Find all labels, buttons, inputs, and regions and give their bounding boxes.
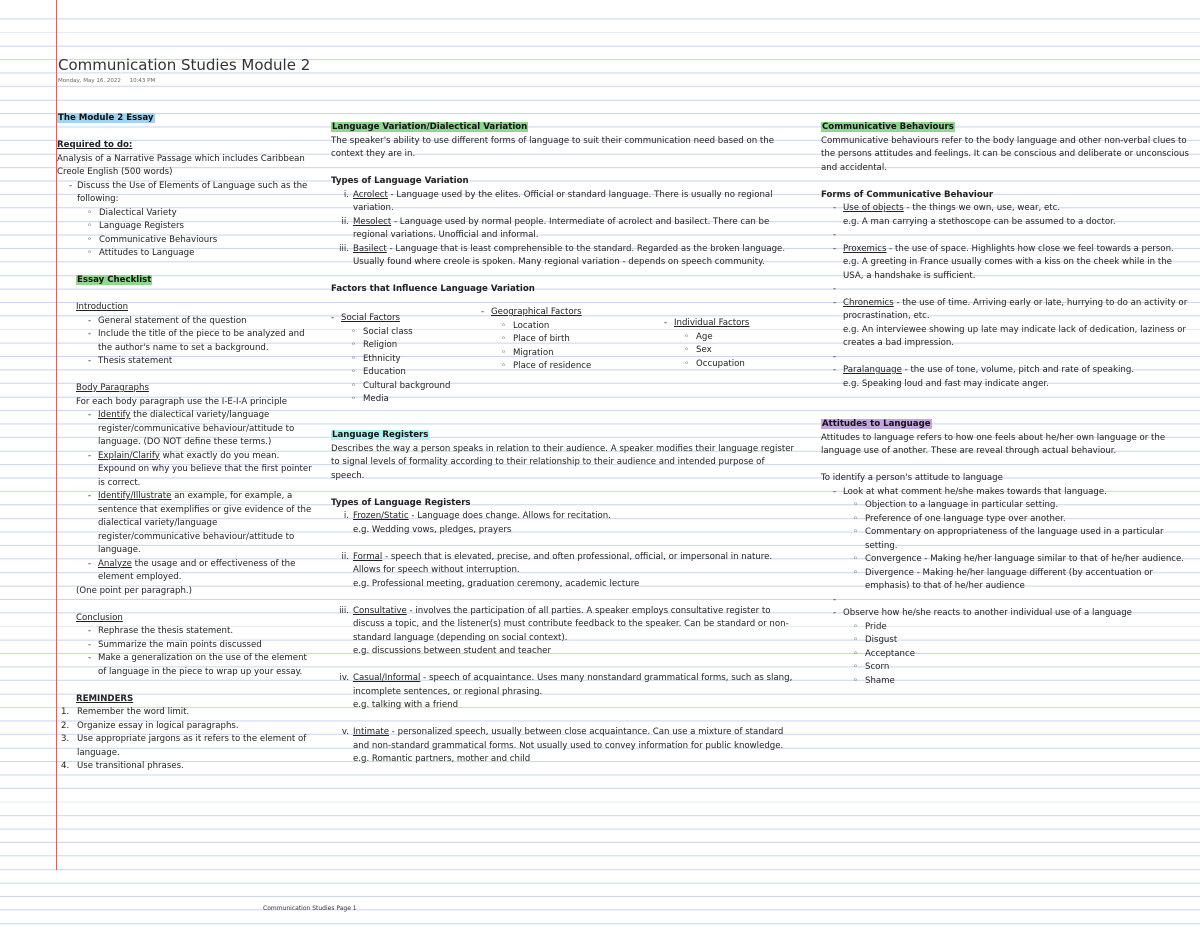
variation-types-heading: Types of Language Variation <box>331 176 469 186</box>
list-item: ◦ Religion <box>341 339 481 353</box>
list-item: 2. Organize essay in logical paragraphs. <box>61 720 239 731</box>
attitudes-title: Attitudes to Language <box>822 419 931 429</box>
list-item: i. Frozen/Static - Language does change. Allows for recitation. e.g. Wedding vows, pledges, prayers <box>343 511 611 535</box>
list-item: ◦ Occupation <box>674 358 804 372</box>
intro-heading: Introduction <box>76 302 129 312</box>
list-item: iii. Basilect - Language that is least comprehensible to the standard. Regarded as the broken language. Usually found where creole is spoken. Many regional variation - depends on speech community. <box>339 243 786 267</box>
factors-grid <box>331 307 796 410</box>
list-item: ◦ Dialectical Variety <box>77 207 312 221</box>
list-item: ◦ Location <box>491 320 661 334</box>
list-item: - General statement of the question <box>76 315 312 329</box>
checklist-title: Essay Checklist <box>77 275 152 285</box>
variation-title: Language Variation/Dialectical Variation <box>332 122 528 132</box>
body-intro: For each body paragraph use the I-E-I-A principle <box>76 396 288 407</box>
list-item: - Proxemics - the use of space. Highlights how close we feel towards a person. e.g. A greeting in France usually comes with a kiss on the cheek while in the USA, a handshake is sufficient. <box>821 243 1193 284</box>
list-item: ◦ Ethnicity <box>341 353 481 367</box>
list-item: ◦ Commentary on appropriateness of the language used in a particular setting. <box>843 526 1193 553</box>
list-item: ii. Formal - speech that is elevated, precise, and often professional, official, or impersonal in nature. Allows for speech without interruption. e.g. Professional meeting, graduation ceremony, academic lecture <box>341 551 773 589</box>
list-item: ◦ Divergence - Making he/her language different (by accentuation or emphasis) to that of he/her audience <box>843 567 1193 594</box>
list-item: ◦ Disgust <box>843 634 1193 648</box>
page-datetime <box>58 78 155 84</box>
list-item: iii. Consultative - involves the participation of all parties. A speaker employs consultative register to discuss a topic, and the listener(s) must contribute feedback to the speaker. Can be standard or non-standard language (depending on social context). e.g. discussions between student and teacher <box>339 605 789 656</box>
comm-def: Communicative behaviours refer to the body language and other non-verbal clues to the persons attitudes and feelings. It can be conscious and deliberate or unconscious and accidental. <box>821 135 1189 173</box>
list-item: - Paralanguage - the use of tone, volume, pitch and rate of speaking. e.g. Speaking loud and fast may indicate anger. <box>821 364 1193 391</box>
list-item: - Analyze the usage and or effectiveness of the element employed. <box>76 558 312 585</box>
list-item: ◦ Preference of one language type over another. <box>843 513 1193 527</box>
forms-heading: Forms of Communicative Behaviour <box>821 189 994 200</box>
registers-title: Language Registers <box>332 430 429 440</box>
list-item: v. Intimate - personalized speech, usually between close acquaintance. Can use a mixture of standard and non-standard grammatical forms. Not usually used to convey information for public knowledge. e.g. Romantic partners, mother and child <box>341 727 784 764</box>
required-text: Analysis of a Narrative Passage which includes Caribbean Creole English (500 words) <box>57 153 305 177</box>
list-item: - Identify the dialectical variety/language register/communicative behaviour/attitude to language. (DO NOT define these terms.) <box>76 409 312 450</box>
list-item: ◦ Age <box>674 331 804 345</box>
list-item: ◦ Cultural background <box>341 380 481 394</box>
conclusion-list <box>76 625 312 679</box>
list-item: iv. Casual/Informal - speech of acquaintance. Uses many nonstandard grammatical forms, such as slang, incomplete sentences, or regional phrasing. e.g. talking with a friend <box>339 673 793 710</box>
list-item: - Include the title of the piece to be analyzed and the author's name to set a background. <box>76 328 312 355</box>
intro-list <box>76 315 312 369</box>
list-item: - Observe how he/she reacts to another individual use of a language ◦ Pride ◦ Disgust ◦ Acceptance ◦ Scorn ◦ Shame <box>821 607 1193 688</box>
list-item: - Summarize the main points discussed <box>76 639 312 653</box>
list-item: ii. Mesolect - Language used by normal people. Intermediate of acrolect and basilect. There can be regional variations. Unofficial and informal. <box>341 216 770 240</box>
column-essay <box>57 112 312 774</box>
discuss-item: - Discuss the Use of Elements of Language such as the following: ◦ Dialectical Variety ◦ Language Registers ◦ Communicative Behaviours ◦ Attitudes to Language <box>57 180 312 261</box>
list-item: ◦ Place of residence <box>491 360 661 374</box>
list-item: ◦ Language Registers <box>77 220 312 234</box>
elements-list <box>77 207 312 261</box>
list-item: ◦ Sex <box>674 344 804 358</box>
list-item: ◦ Scorn <box>843 661 1193 675</box>
registers-types-list <box>331 510 796 767</box>
list-item: - Chronemics - the use of time. Arriving early or late, hurrying to do an activity or procrastination, etc. e.g. An interviewee showing up late may indicate lack of dedication, laziness or creates a bad impression. <box>821 297 1193 351</box>
list-item: - Use of objects - the things we own, use, wear, etc. e.g. A man carrying a stethoscope can be assumed to a doctor. <box>821 202 1193 229</box>
page-title: Communication Studies Module 2 <box>58 56 311 74</box>
list-item: ◦ Acceptance <box>843 648 1193 662</box>
factors-heading: Factors that Influence Language Variation <box>331 284 535 294</box>
look-list <box>821 486 1193 689</box>
body-heading: Body Paragraphs <box>76 383 149 393</box>
attitudes-def: Attitudes to language refers to how one feels about he/her own language or the language use of another. These are reveal through actual behaviour. <box>821 432 1166 456</box>
body-note: (One point per paragraph.) <box>76 585 192 596</box>
list-item: ◦ Objection to a language in particular setting. <box>843 499 1193 513</box>
list-item: ◦ Attitudes to Language <box>77 247 312 261</box>
list-item: - Make a generalization on the use of the element of language in the piece to wrap up your essay. <box>76 652 312 679</box>
page-footer: Communication Studies Page 1 <box>263 905 357 912</box>
forms-list <box>821 202 1193 391</box>
list-item: - Thesis statement <box>76 355 312 369</box>
list-item: - Identify/Illustrate an example, for example, a sentence that exemplifies or give evidence of the dialectical variety/language register/communicative behaviour/attitude to language. <box>76 490 312 558</box>
individual-factors: - Individual Factors ◦ Age ◦ Sex ◦ Occupation <box>664 317 804 371</box>
list-item: ◦ Convergence - Making he/her language similar to that of he/her audience. <box>843 553 1193 567</box>
conclusion-heading: Conclusion <box>76 612 123 623</box>
list-item: - Explain/Clarify what exactly do you mean. Expound on why you believe that the first pointer is correct. <box>76 450 312 491</box>
list-item: ◦ Shame <box>843 675 1193 689</box>
page-date: Monday, May 16, 2022 <box>58 78 121 84</box>
identify-text: To identify a person's attitude to language <box>821 473 1003 483</box>
list-item: ◦ Migration <box>491 347 661 361</box>
list-item: 4. Use transitional phrases. <box>61 761 184 771</box>
social-factors: - Social Factors ◦ Social class ◦ Religion ◦ Ethnicity ◦ Education ◦ Cultural background ◦ Media <box>331 312 481 407</box>
list-item: ◦ Place of birth <box>491 333 661 347</box>
list-item: - Look at what comment he/she makes towards that language. ◦ Objection to a language in particular setting. ◦ Preference of one language type over another. ◦ Commentary on appropriateness of the language used in a particular setting. ◦ Convergence - Making he/her language similar to that of he/her audience. ◦ Divergence - Making he/her language different (by accentuation or emphasis) to that of he/her audience <box>821 486 1193 594</box>
comm-title: Communicative Behaviours <box>822 122 954 132</box>
list-item: ◦ Education <box>341 366 481 380</box>
list-item: - Rephrase the thesis statement. <box>76 625 312 639</box>
reminders-list <box>57 706 312 774</box>
page-time: 10:43 PM <box>129 78 156 84</box>
list-item: ◦ Media <box>341 393 481 407</box>
column-language <box>331 121 796 767</box>
essay-title: The Module 2 Essay <box>58 113 154 123</box>
geographical-factors: - Geographical Factors ◦ Location ◦ Place of birth ◦ Migration ◦ Place of residence <box>481 306 661 374</box>
list-item: ◦ Social class <box>341 326 481 340</box>
list-item: i. Acrolect - Language used by the elites. Official or standard language. There is usually no regional variation. <box>343 189 773 213</box>
list-item: ◦ Pride <box>843 621 1193 635</box>
variation-def: The speaker's ability to use different forms of language to suit their communication need based on the context they are in. <box>331 135 775 159</box>
list-item: 3. Use appropriate jargons as it refers to the element of language. <box>61 734 307 758</box>
column-behaviour <box>821 121 1193 688</box>
list-item: 1. Remember the word limit. <box>61 707 190 717</box>
body-list <box>76 409 312 585</box>
required-heading: Required to do: <box>57 140 133 150</box>
discuss-list <box>57 180 312 261</box>
registers-def: Describes the way a person speaks in relation to their audience. A speaker modifies their language register to signal levels of formality according to their relationship to their audience and intended purpose of speech. <box>331 443 795 481</box>
reminders-heading: REMINDERS <box>76 693 134 704</box>
registers-types-heading: Types of Language Registers <box>331 497 471 508</box>
list-item: ◦ Communicative Behaviours <box>77 234 312 248</box>
variation-types-list <box>331 189 796 270</box>
